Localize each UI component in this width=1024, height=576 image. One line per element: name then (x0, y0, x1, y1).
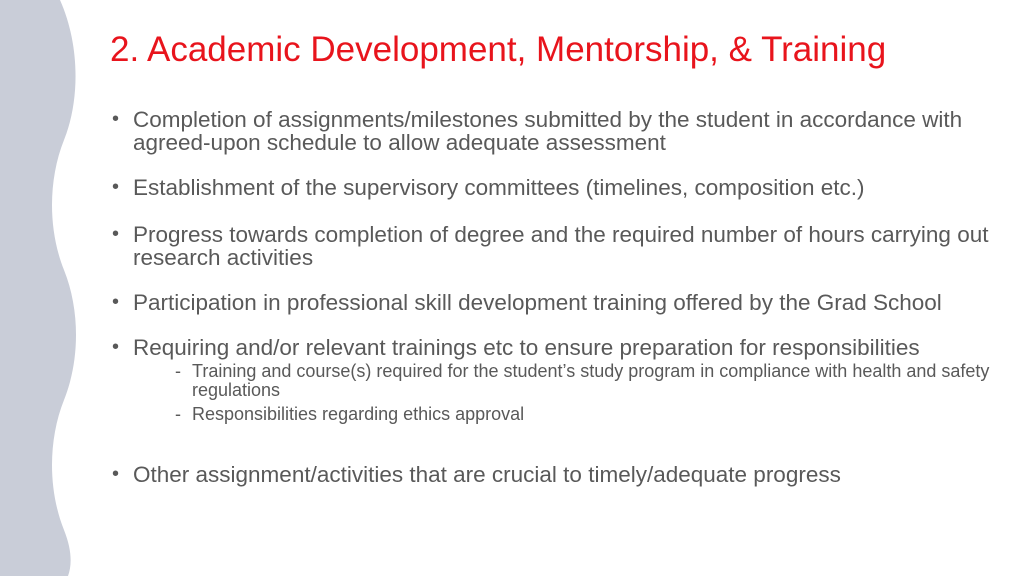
bullet-item-progress (112, 223, 992, 269)
bullet-text: Participation in professional skill development training offered by the Grad School (133, 290, 942, 315)
sub-item-ethics (169, 405, 992, 424)
wave-shape (0, 0, 76, 576)
sub-list (133, 362, 992, 424)
bullet-text: Requiring and/or relevant trainings etc to ensure preparation for responsibilities (133, 335, 920, 360)
bullet-text: Other assignment/activities that are crucial to timely/adequate progress (133, 462, 841, 487)
bullet-marker: • (112, 176, 120, 198)
bullet-marker: • (112, 108, 120, 130)
sub-text: Training and course(s) required for the student’s study program in compliance with health and safety regulations (192, 361, 990, 400)
bullet-text: Completion of assignments/milestones submitted by the student in accordance with agreed-upon schedule to allow adequate assessment (133, 107, 963, 155)
bullet-text: Establishment of the supervisory committees (timelines, composition etc.) (133, 175, 865, 200)
bullet-text: Progress towards completion of degree and the required number of hours carrying out research activities (133, 222, 989, 270)
bullet-item-other (112, 463, 992, 486)
wave-decoration (0, 0, 80, 576)
bullet-item-participation (112, 291, 992, 314)
page-title: 2. Academic Development, Mentorship, & Training (110, 30, 887, 69)
sub-text: Responsibilities regarding ethics approval (192, 404, 525, 424)
sub-marker: - (175, 404, 181, 424)
sub-item-health-safety (169, 362, 992, 400)
bullet-item-trainings (112, 336, 992, 424)
bullet-marker: • (112, 336, 120, 358)
bullet-marker: • (112, 463, 120, 485)
bullet-list (112, 108, 992, 486)
bullet-marker: • (112, 223, 120, 245)
sub-marker: - (175, 361, 181, 381)
bullet-marker: • (112, 291, 120, 313)
bullet-item-assignments (112, 108, 992, 154)
bullet-item-committees (112, 176, 992, 199)
